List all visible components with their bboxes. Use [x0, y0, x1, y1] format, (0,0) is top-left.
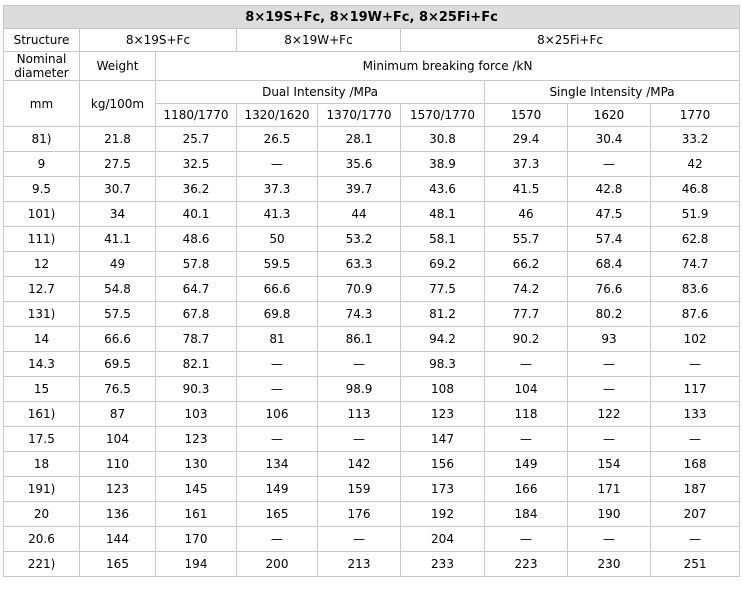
- diameter-cell: 14.3: [4, 352, 80, 377]
- grade-header: 1770: [651, 104, 740, 127]
- rope-specs-table: [3, 5, 740, 577]
- table-row: [4, 552, 740, 577]
- force-cell: 213: [318, 552, 401, 577]
- force-cell: 130: [156, 452, 237, 477]
- table-row: [4, 152, 740, 177]
- diameter-cell: 12: [4, 252, 80, 277]
- force-cell: 74.2: [485, 277, 568, 302]
- table-row: [4, 402, 740, 427]
- min-breaking-force-header: Minimum breaking force /kN: [156, 52, 740, 81]
- force-cell: 161: [156, 502, 237, 527]
- force-cell: 63.3: [318, 252, 401, 277]
- force-cell: 26.5: [237, 127, 318, 152]
- table-row: [4, 377, 740, 402]
- table-title: 8×19S+Fc, 8×19W+Fc, 8×25Fi+Fc: [4, 6, 740, 29]
- structure-8x19w: 8×19W+Fc: [237, 29, 401, 52]
- force-cell: 108: [401, 377, 485, 402]
- force-cell: —: [485, 427, 568, 452]
- force-cell: 30.4: [568, 127, 651, 152]
- force-cell: 39.7: [318, 177, 401, 202]
- force-cell: 68.4: [568, 252, 651, 277]
- force-cell: 173: [401, 477, 485, 502]
- force-cell: 134: [237, 452, 318, 477]
- weight-cell: 69.5: [80, 352, 156, 377]
- force-cell: 41.5: [485, 177, 568, 202]
- table-row: [4, 127, 740, 152]
- force-cell: 106: [237, 402, 318, 427]
- force-cell: 94.2: [401, 327, 485, 352]
- force-cell: 76.6: [568, 277, 651, 302]
- force-cell: 192: [401, 502, 485, 527]
- grade-header: 1320/1620: [237, 104, 318, 127]
- table-row: [4, 252, 740, 277]
- force-cell: —: [651, 527, 740, 552]
- force-cell: 123: [401, 402, 485, 427]
- nominal-diameter-header: Nominal diameter: [4, 52, 80, 81]
- force-cell: 78.7: [156, 327, 237, 352]
- force-cell: 83.6: [651, 277, 740, 302]
- force-cell: 28.1: [318, 127, 401, 152]
- force-cell: 122: [568, 402, 651, 427]
- table-row: [4, 302, 740, 327]
- force-cell: 58.1: [401, 227, 485, 252]
- force-cell: —: [318, 527, 401, 552]
- diameter-cell: 131): [4, 302, 80, 327]
- diameter-cell: 161): [4, 402, 80, 427]
- force-cell: 57.8: [156, 252, 237, 277]
- diameter-cell: 81): [4, 127, 80, 152]
- force-cell: 113: [318, 402, 401, 427]
- force-cell: 64.7: [156, 277, 237, 302]
- force-cell: 194: [156, 552, 237, 577]
- force-cell: 159: [318, 477, 401, 502]
- force-cell: 50: [237, 227, 318, 252]
- force-cell: 29.4: [485, 127, 568, 152]
- force-cell: 42.8: [568, 177, 651, 202]
- force-cell: 170: [156, 527, 237, 552]
- force-cell: 187: [651, 477, 740, 502]
- force-cell: 200: [237, 552, 318, 577]
- force-cell: —: [237, 152, 318, 177]
- force-cell: —: [237, 352, 318, 377]
- weight-cell: 123: [80, 477, 156, 502]
- force-cell: 40.1: [156, 202, 237, 227]
- force-cell: 74.3: [318, 302, 401, 327]
- force-cell: 48.1: [401, 202, 485, 227]
- diameter-cell: 20: [4, 502, 80, 527]
- diameter-cell: 9.5: [4, 177, 80, 202]
- force-cell: 223: [485, 552, 568, 577]
- weight-cell: 136: [80, 502, 156, 527]
- force-cell: 57.4: [568, 227, 651, 252]
- force-cell: 41.3: [237, 202, 318, 227]
- diameter-cell: 14: [4, 327, 80, 352]
- force-cell: 123: [156, 427, 237, 452]
- force-cell: 53.2: [318, 227, 401, 252]
- force-cell: 55.7: [485, 227, 568, 252]
- force-cell: 77.5: [401, 277, 485, 302]
- diameter-cell: 17.5: [4, 427, 80, 452]
- grade-header: 1180/1770: [156, 104, 237, 127]
- force-cell: 90.2: [485, 327, 568, 352]
- force-cell: 184: [485, 502, 568, 527]
- force-cell: 47.5: [568, 202, 651, 227]
- force-cell: 166: [485, 477, 568, 502]
- force-cell: —: [568, 427, 651, 452]
- weight-cell: 57.5: [80, 302, 156, 327]
- diameter-cell: 9: [4, 152, 80, 177]
- diameter-cell: 191): [4, 477, 80, 502]
- force-cell: 77.7: [485, 302, 568, 327]
- diameter-cell: 221): [4, 552, 80, 577]
- force-cell: 176: [318, 502, 401, 527]
- force-cell: —: [651, 352, 740, 377]
- force-cell: 66.2: [485, 252, 568, 277]
- force-cell: 33.2: [651, 127, 740, 152]
- force-cell: 51.9: [651, 202, 740, 227]
- force-cell: 46.8: [651, 177, 740, 202]
- force-cell: 42: [651, 152, 740, 177]
- weight-cell: 27.5: [80, 152, 156, 177]
- weight-cell: 66.6: [80, 327, 156, 352]
- force-cell: 102: [651, 327, 740, 352]
- weight-cell: 21.8: [80, 127, 156, 152]
- force-cell: 103: [156, 402, 237, 427]
- weight-cell: 144: [80, 527, 156, 552]
- table-row: [4, 327, 740, 352]
- table-row: [4, 227, 740, 252]
- weight-unit: kg/100m: [80, 81, 156, 127]
- force-cell: 147: [401, 427, 485, 452]
- force-cell: 90.3: [156, 377, 237, 402]
- force-cell: 80.2: [568, 302, 651, 327]
- table-row: [4, 202, 740, 227]
- force-cell: —: [318, 352, 401, 377]
- force-cell: 35.6: [318, 152, 401, 177]
- force-cell: 70.9: [318, 277, 401, 302]
- force-cell: 149: [485, 452, 568, 477]
- force-cell: 156: [401, 452, 485, 477]
- force-cell: 154: [568, 452, 651, 477]
- force-cell: 44: [318, 202, 401, 227]
- force-cell: 32.5: [156, 152, 237, 177]
- grade-header: 1570/1770: [401, 104, 485, 127]
- weight-cell: 165: [80, 552, 156, 577]
- force-cell: —: [485, 527, 568, 552]
- weight-header: Weight: [80, 52, 156, 81]
- force-cell: 149: [237, 477, 318, 502]
- weight-cell: 30.7: [80, 177, 156, 202]
- single-intensity-header: Single Intensity /MPa: [485, 81, 740, 104]
- force-cell: 207: [651, 502, 740, 527]
- force-cell: 66.6: [237, 277, 318, 302]
- force-cell: 43.6: [401, 177, 485, 202]
- force-cell: —: [568, 527, 651, 552]
- force-cell: 165: [237, 502, 318, 527]
- force-cell: 81: [237, 327, 318, 352]
- force-cell: 98.9: [318, 377, 401, 402]
- force-cell: 145: [156, 477, 237, 502]
- weight-cell: 87: [80, 402, 156, 427]
- force-cell: 82.1: [156, 352, 237, 377]
- table-row: [4, 177, 740, 202]
- force-cell: 204: [401, 527, 485, 552]
- force-cell: 171: [568, 477, 651, 502]
- force-cell: 118: [485, 402, 568, 427]
- diameter-cell: 20.6: [4, 527, 80, 552]
- force-cell: 233: [401, 552, 485, 577]
- force-cell: 251: [651, 552, 740, 577]
- force-cell: 168: [651, 452, 740, 477]
- diameter-cell: 12.7: [4, 277, 80, 302]
- structure-8x19s: 8×19S+Fc: [80, 29, 237, 52]
- weight-cell: 49: [80, 252, 156, 277]
- diameter-cell: 111): [4, 227, 80, 252]
- table-row: [4, 427, 740, 452]
- force-cell: 37.3: [485, 152, 568, 177]
- force-cell: 30.8: [401, 127, 485, 152]
- force-cell: —: [568, 152, 651, 177]
- force-cell: 38.9: [401, 152, 485, 177]
- force-cell: —: [237, 377, 318, 402]
- force-cell: 142: [318, 452, 401, 477]
- diameter-cell: 18: [4, 452, 80, 477]
- force-cell: 190: [568, 502, 651, 527]
- force-cell: 230: [568, 552, 651, 577]
- weight-cell: 110: [80, 452, 156, 477]
- force-cell: 86.1: [318, 327, 401, 352]
- diameter-cell: 101): [4, 202, 80, 227]
- force-cell: —: [318, 427, 401, 452]
- force-cell: 37.3: [237, 177, 318, 202]
- force-cell: 25.7: [156, 127, 237, 152]
- grade-header: 1620: [568, 104, 651, 127]
- weight-cell: 54.8: [80, 277, 156, 302]
- force-cell: 104: [485, 377, 568, 402]
- force-cell: —: [237, 427, 318, 452]
- table-row: [4, 352, 740, 377]
- force-cell: 98.3: [401, 352, 485, 377]
- force-cell: 93: [568, 327, 651, 352]
- mm-unit: mm: [4, 81, 80, 127]
- dual-intensity-header: Dual Intensity /MPa: [156, 81, 485, 104]
- weight-cell: 104: [80, 427, 156, 452]
- table-row: [4, 477, 740, 502]
- force-cell: —: [568, 352, 651, 377]
- force-cell: —: [237, 527, 318, 552]
- force-cell: 133: [651, 402, 740, 427]
- weight-cell: 76.5: [80, 377, 156, 402]
- force-cell: 59.5: [237, 252, 318, 277]
- force-cell: 62.8: [651, 227, 740, 252]
- force-cell: 117: [651, 377, 740, 402]
- force-cell: —: [485, 352, 568, 377]
- table-row: [4, 277, 740, 302]
- structure-label: Structure: [4, 29, 80, 52]
- table-row: [4, 527, 740, 552]
- structure-8x25fi: 8×25Fi+Fc: [401, 29, 740, 52]
- table-row: [4, 452, 740, 477]
- grade-header: 1570: [485, 104, 568, 127]
- force-cell: 69.8: [237, 302, 318, 327]
- force-cell: 74.7: [651, 252, 740, 277]
- force-cell: 81.2: [401, 302, 485, 327]
- grade-header: 1370/1770: [318, 104, 401, 127]
- table-row: [4, 502, 740, 527]
- diameter-cell: 15: [4, 377, 80, 402]
- force-cell: 67.8: [156, 302, 237, 327]
- force-cell: 87.6: [651, 302, 740, 327]
- weight-cell: 41.1: [80, 227, 156, 252]
- force-cell: —: [651, 427, 740, 452]
- force-cell: 36.2: [156, 177, 237, 202]
- force-cell: —: [568, 377, 651, 402]
- force-cell: 46: [485, 202, 568, 227]
- weight-cell: 34: [80, 202, 156, 227]
- force-cell: 48.6: [156, 227, 237, 252]
- force-cell: 69.2: [401, 252, 485, 277]
